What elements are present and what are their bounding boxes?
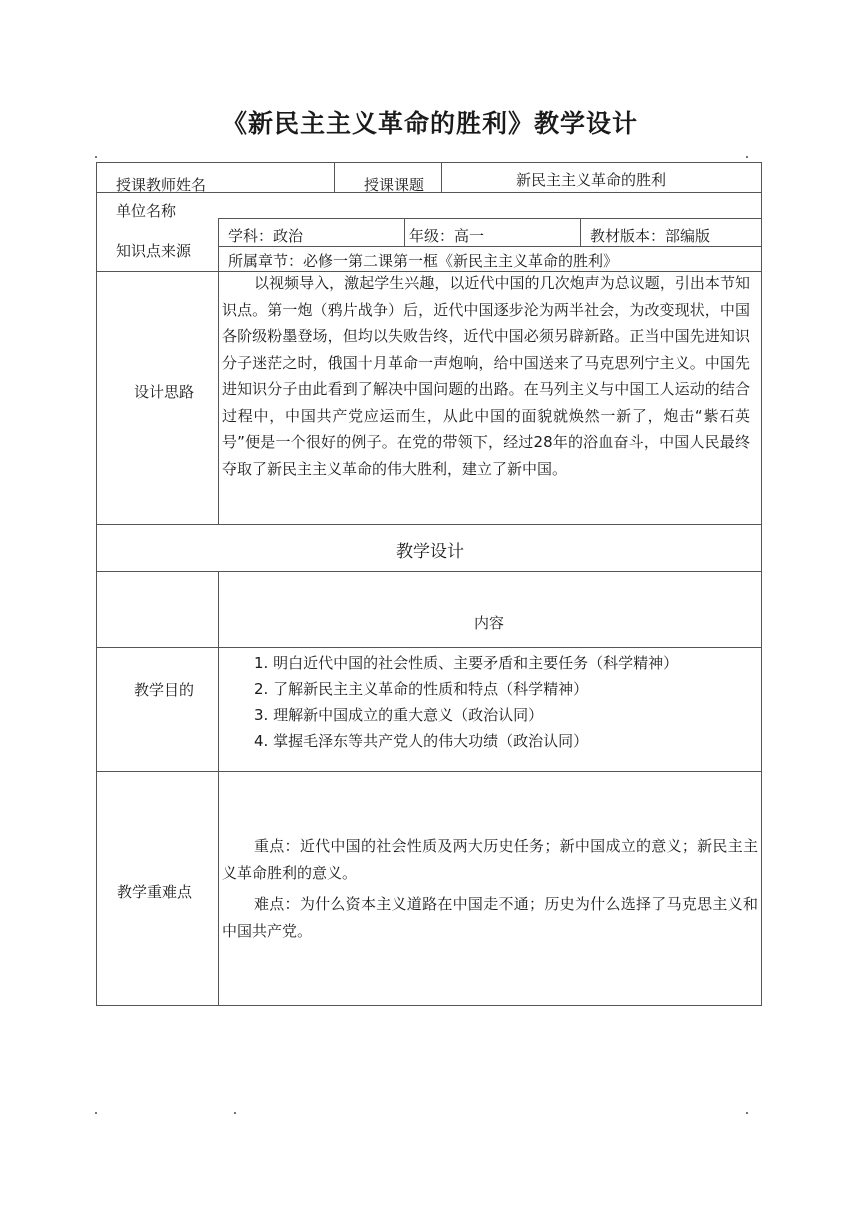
teaching-objectives-label: 教学目的: [134, 681, 195, 699]
design-idea-text: 以视频导入，激起学生兴趣，以近代中国的几次炮声为总议题，引出本节知识点。第一炮（鸦片战争）后，近代中国逐步沦为两半社会，为改变现状，中国各阶级粉墨登场，但均以失败告终，近代中国必须另辟新路。正当中国先进知识分子迷茫之时，俄国十月革命一声炮响，给中国送来了马克思列宁主义。中国先进知识分子由此看到了解决中国问题的出路。在马列主义与中国工人运动的结合过程中，中国共产党应运而生，从此中国的面貌就焕然一新了，炮击“紫石英号”便是一个很好的例子。在党的带领下，经过28年的浴血奋斗，中国人民最终夺取了新民主主义革命的伟大胜利，建立了新中国。: [222, 274, 750, 478]
textbook-edition-field: 教材版本：部编版: [590, 227, 711, 245]
document-title: 《新民主主义革命的胜利》教学设计: [221, 109, 638, 138]
corner-mark: [234, 1112, 236, 1114]
list-item: 1. 明白近代中国的社会性质、主要矛盾和主要任务（科学精神）: [254, 654, 679, 672]
topic-value: 新民主主义革命的胜利: [516, 171, 667, 189]
corner-mark: [746, 1112, 748, 1114]
list-item: 3. 理解新中国成立的重大意义（政治认同）: [254, 706, 544, 724]
corner-mark: [95, 156, 97, 158]
teacher-name-label: 授课教师姓名: [116, 176, 207, 194]
topic-label: 授课课题: [364, 176, 425, 194]
chapter-field: 所属章节：必修一第二课第一框《新民主主义革命的胜利》: [228, 252, 619, 270]
section-heading: 教学设计: [396, 542, 464, 562]
content-column-header: 内容: [474, 614, 505, 632]
design-idea-label: 设计思路: [134, 383, 195, 401]
unit-name-label: 单位名称: [116, 202, 177, 220]
subject-field: 学科：政治: [228, 227, 304, 245]
key-difficult-points-label: 教学重难点: [117, 883, 193, 901]
objectives-list: [254, 650, 678, 754]
list-item: 4. 掌握毛泽东等共产党人的伟大功绩（政治认同）: [254, 732, 589, 750]
key-points-text: 重点：近代中国的社会性质及两大历史任务；新中国成立的意义；新民主主义革命胜利的意义。: [222, 837, 758, 882]
corner-mark: [746, 156, 748, 158]
list-item: 2. 了解新民主主义革命的性质和特点（科学精神）: [254, 680, 589, 698]
corner-mark: [95, 1112, 97, 1114]
knowledge-source-label: 知识点来源: [116, 242, 192, 260]
grade-field: 年级：高一: [409, 227, 485, 245]
difficult-points-text: 难点：为什么资本主义道路在中国走不通；历史为什么选择了马克思主义和中国共产党。: [222, 895, 758, 940]
